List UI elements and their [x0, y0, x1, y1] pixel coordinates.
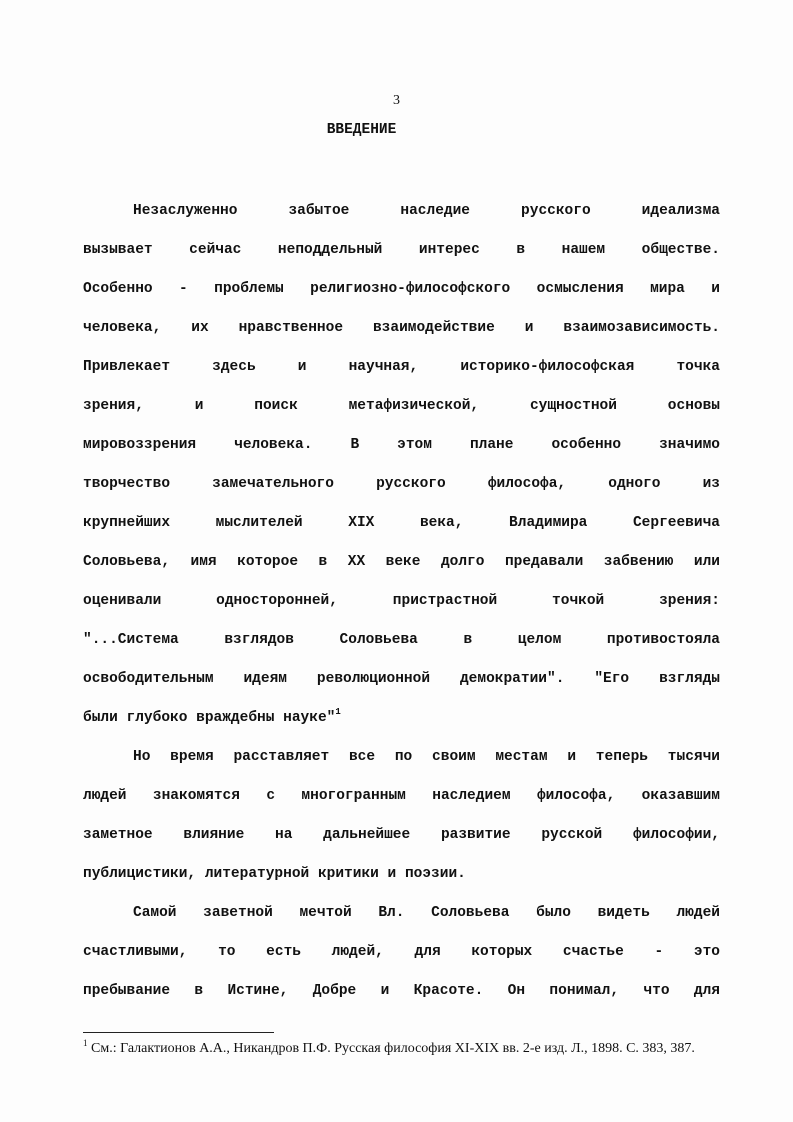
text-line: Привлекает здесь и научная, историко-философская точка [83, 359, 720, 375]
footnote-divider [83, 1032, 274, 1033]
text-line: человека, их нравственное взаимодействие и взаимозависимость. [83, 320, 720, 336]
text-line: пребывание в Истине, Добре и Красоте. Он понимал, что для [83, 983, 720, 999]
text-line-with-footnote [83, 705, 720, 744]
text-line: Самой заветной мечтой Вл. Соловьева было видеть людей [133, 905, 720, 921]
footnote-reference: 1 [335, 707, 341, 717]
text-line: Соловьева, имя которое в XX веке долго предавали забвению или [83, 554, 720, 570]
text-line: вызывает сейчас неподдельный интерес в нашем обществе. [83, 242, 720, 258]
text-line: Незаслуженно забытое наследие русского идеализма [133, 203, 720, 219]
footnote [83, 1040, 723, 1058]
text-line: людей знакомятся с многогранным наследием философа, оказавшим [83, 788, 720, 804]
section-heading: ВВЕДЕНИЕ [326, 122, 397, 138]
page-number: 3 [393, 93, 400, 108]
text-line: счастливыми, то есть людей, для которых счастье - это [83, 944, 720, 960]
text-line: крупнейших мыслителей XIX века, Владимира Сергеевича [83, 515, 720, 531]
text-line: заметное влияние на дальнейшее развитие русской философии, [83, 827, 720, 843]
text-line: освободительным идеям революционной демократии". "Его взгляды [83, 671, 720, 687]
text-line: публицистики, литературной критики и поэзии. [83, 866, 466, 882]
text-line: были глубоко враждебны науке" [83, 710, 336, 726]
text-line: оценивали односторонней, пристрастной точкой зрения: [83, 593, 720, 609]
footnote-marker: 1 [83, 1038, 88, 1048]
footnote-text: См.: Галактионов А.А., Никандров П.Ф. Русская философия XI-XIX вв. 2-е изд. Л., 1898. С. 383, 387. [91, 1041, 695, 1056]
text-line: мировоззрения человека. В этом плане особенно значимо [83, 437, 720, 453]
body-text [83, 198, 720, 1017]
text-line: зрения, и поиск метафизической, сущностной основы [83, 398, 720, 414]
text-line: Особенно - проблемы религиозно-философского осмысления мира и [83, 281, 720, 297]
text-line: творчество замечательного русского философа, одного из [83, 476, 720, 492]
text-line: Но время расставляет все по своим местам и теперь тысячи [133, 749, 720, 765]
text-line: "...Система взглядов Соловьева в целом противостояла [83, 632, 720, 648]
